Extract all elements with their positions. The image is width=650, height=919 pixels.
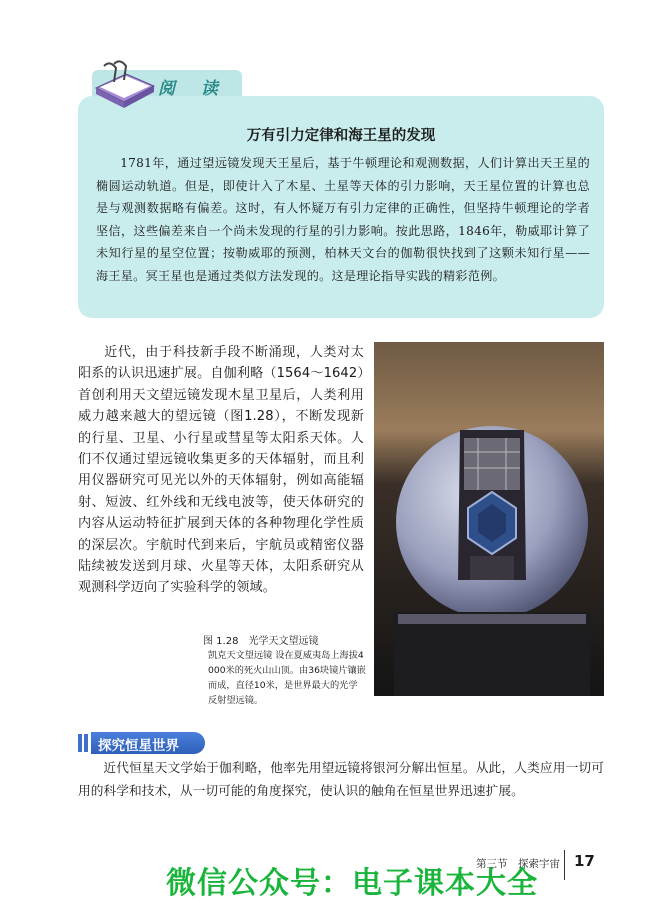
book-icon <box>90 58 160 110</box>
figure-caption-title: 图 1.28 光学天文望远镜 <box>203 636 319 647</box>
page-number: 17 <box>574 852 595 870</box>
figure-caption-text: 凯克天文望远镜 设在夏威夷岛上海拔4 000米的死火山山顶。由36块镜片镶嵌而成，直径10米，是世界最大的光学反射望远镜。 <box>208 650 366 706</box>
reading-paragraph: 1781年，通过望远镜发现天王星后，基于牛顿理论和观测数据，人们计算出天王星的椭圆运动轨道。但是，即使计入了木星、土星等天体的引力影响，天王星位置的计算也总是与观测数据略有偏差。这时，有人怀疑万有引力定律的正确性，但坚持牛顿理论的学者坚信，这些偏差来自一个尚未发现的行星的引力影响。按此思路，1846年，勒威耶计算了未知行星的星空位置；按勒威耶的预测，柏林天文台的伽勒很快找到了这颗未知行星——海王星。冥王星也是通过类似方法发现的。这是理论指导实践的精彩范例。 <box>96 156 590 283</box>
footer-section-label: 第三节 探索宇宙 <box>476 858 560 870</box>
main-paragraph: 近代，由于科技新手段不断涌现，人类对太阳系的认识迅速扩展。自伽利略（1564～1642）首创利用天文望远镜发现木星卫星后，人类利用威力越来越大的望远镜（图1.28），不断发现新的行星、卫星、小行星或彗星等太阳系天体。人们不仅通过望远镜收集更多的天体辐射，而且利用仪器研究可见光以外的天体辐射，例如高能辐射、短波、红外线和无线电波等，使天体研究的内容从运动特征扩展到天体的各种物理化学性质的深层次。宇航时代到来后，宇航员或精密仪器陆续被发送到月球、火星等天体，太阳系研究从观测科学迈向了实验科学的领域。 <box>78 345 364 596</box>
footer-divider <box>564 850 565 880</box>
section-marker <box>78 734 82 752</box>
section-marker <box>84 734 88 752</box>
section-paragraph: 近代恒星天文学始于伽利略，他率先用望远镜将银河分解出恒星。从此，人类应用一切可用的科学和技术，从一切可能的角度探究，使认识的触角在恒星世界迅速扩展。 <box>78 760 604 798</box>
watermark: 微信公众号：电子课本大全 <box>166 866 538 901</box>
telescope-photo <box>374 342 604 696</box>
reading-label: 阅 读 <box>158 79 228 99</box>
section-title: 探究恒星世界 <box>98 738 179 754</box>
reading-title: 万有引力定律和海王星的发现 <box>246 128 436 144</box>
